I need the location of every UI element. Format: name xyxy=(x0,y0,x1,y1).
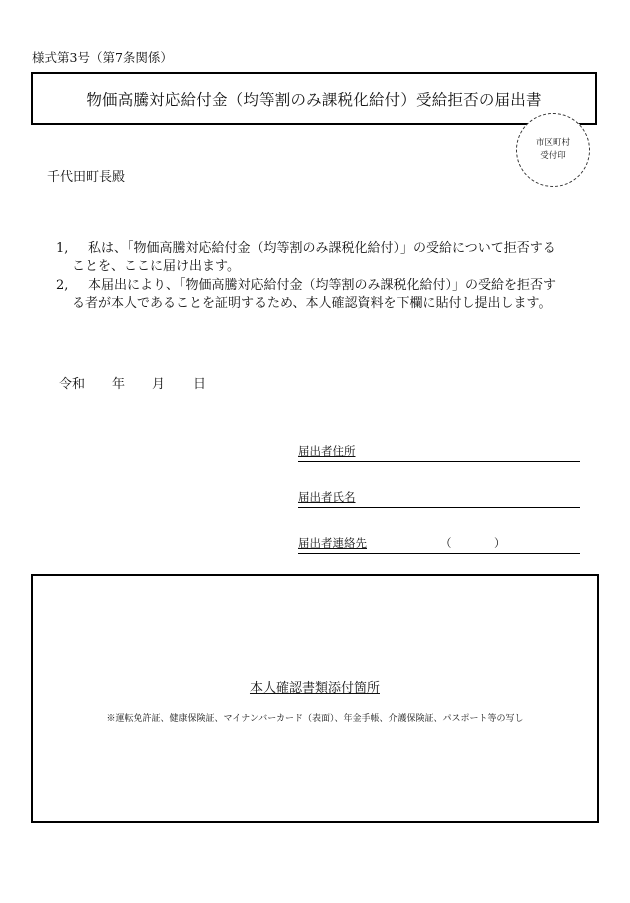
clause-number: 1, xyxy=(56,241,69,256)
contact-label: 届出者連絡先 xyxy=(298,536,367,550)
clause-text-line2: ことを、ここに届け出ます。 xyxy=(72,259,240,274)
document-title: 物価高騰対応給付金（均等割のみ課税化給付）受給拒否の届出書 xyxy=(86,90,542,109)
attachment-note: ※運転免許証、健康保険証、マイナンバーカード（表面）、年金手帳、介護保険証、パスポート等の写し xyxy=(106,714,524,724)
attachment-box xyxy=(31,574,599,823)
date-era: 令和 xyxy=(59,377,86,392)
name-field[interactable] xyxy=(298,489,580,508)
stamp-label-line1: 市区町村 xyxy=(535,138,570,148)
attachment-title-text: 本人確認書類添付箇所 xyxy=(249,681,380,696)
form-number: 様式第3号（第7条関係） xyxy=(32,50,173,65)
clause-text-line1: 本届出により、「物価高騰対応給付金（均等割のみ課税化給付）」の受給を拒否す xyxy=(88,278,557,293)
reception-stamp-area xyxy=(516,113,590,187)
date-day: 日 xyxy=(193,377,207,392)
title-box xyxy=(31,72,597,125)
contact-paren-close: ） xyxy=(494,536,506,550)
addressee: 千代田町長殿 xyxy=(47,170,126,185)
address-label: 届出者住所 xyxy=(298,444,356,458)
date-year: 年 xyxy=(112,377,126,392)
date-month: 月 xyxy=(152,377,166,392)
clause-text-line1: 私は、「物価高騰対応給付金（均等割のみ課税化給付）」の受給について拒否する xyxy=(88,241,556,256)
address-field[interactable] xyxy=(298,443,580,462)
contact-paren-open: （ xyxy=(440,536,452,550)
contact-field[interactable] xyxy=(298,535,580,554)
stamp-label-line2: 受付印 xyxy=(540,151,566,161)
clause-text-line2: る者が本人であることを証明するため、本人確認資料を下欄に貼付し提出します。 xyxy=(72,296,552,311)
clause-number: 2, xyxy=(56,278,69,293)
name-label: 届出者氏名 xyxy=(298,490,356,504)
attachment-title xyxy=(0,677,630,696)
